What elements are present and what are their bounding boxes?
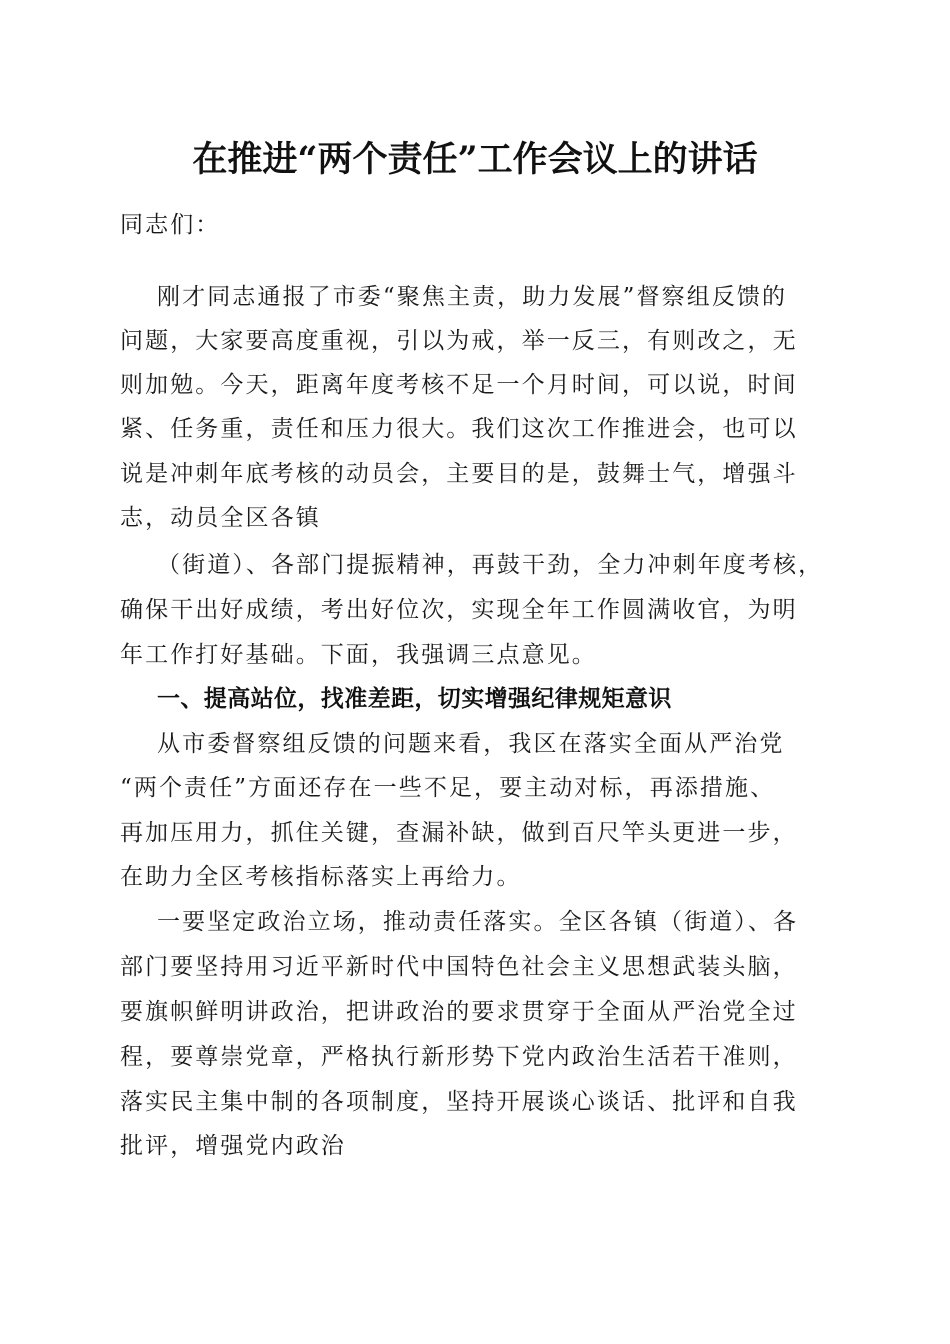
body-line: 紧、任务重，责任和压力很大。我们这次工作推进会，也可以: [120, 416, 798, 442]
body-line: 落实民主集中制的各项制度，坚持开展谈心谈话、批评和自我: [120, 1089, 798, 1115]
body-line: （街道）、各部门提振精神，再鼓干劲，全力冲刺年度考核，: [157, 552, 824, 578]
body-line: 志，动员全区各镇: [120, 505, 321, 531]
body-line: 刚才同志通报了市委“聚焦主责，助力发展”督察组反馈的: [157, 284, 788, 310]
body-line: 确保干出好成绩，考出好位次，实现全年工作圆满收官，为明: [120, 597, 798, 623]
body-line: 从市委督察组反馈的问题来看，我区在落实全面从严治党: [157, 731, 785, 757]
body-line: 程，要尊崇党章，严格执行新形势下党内政治生活若干准则，: [120, 1044, 798, 1070]
body-line: 在助力全区考核指标落实上再给力。: [120, 864, 522, 890]
body-line: 一要坚定政治立场，推动责任落实。全区各镇（街道）、各: [157, 909, 799, 935]
body-line: 批评，增强党内政治: [120, 1133, 346, 1159]
body-line: 再加压用力，抓住关键，查漏补缺，做到百尺竿头更进一步，: [120, 820, 798, 846]
section-heading: 一、提高站位，找准差距，切实增强纪律规矩意识: [157, 686, 672, 712]
salutation-line: 同志们：: [120, 212, 221, 238]
body-line: 则加勉。今天，距离年度考核不足一个月时间，可以说，时间: [120, 372, 798, 398]
body-line: 说是冲刺年底考核的动员会，主要目的是，鼓舞士气，增强斗: [120, 461, 798, 487]
body-line: 问题，大家要高度重视，引以为戒，举一反三，有则改之，无: [120, 328, 798, 354]
body-line: 要旗帜鲜明讲政治，把讲政治的要求贯穿于全面从严治党全过: [120, 999, 798, 1025]
body-line: 部门要坚持用习近平新时代中国特色社会主义思想武装头脑，: [120, 954, 798, 980]
body-line: “两个责任”方面还存在一些不足，要主动对标，再添措施、: [120, 775, 776, 801]
document-title: 在推进“两个责任”工作会议上的讲话: [192, 139, 758, 180]
body-line: 年工作打好基础。下面，我强调三点意见。: [120, 642, 597, 668]
